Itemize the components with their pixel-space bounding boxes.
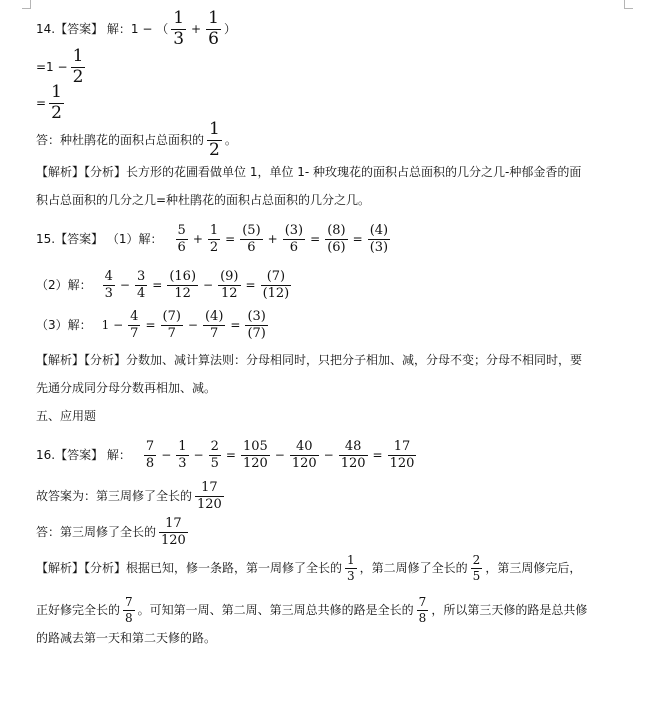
q16-exp-frac-4: $\frac{7}{8}$	[418, 595, 427, 625]
q14-explanation-1: 【解析】【分析】长方形的花圃看做单位 1，单位 1- 种玫瑰花的面积占总面积的几分之几-种郁金香的面	[36, 165, 582, 179]
q16-fraction: $\frac{2}{5}$	[210, 439, 219, 471]
q15-part-2-fraction: $\frac{3}{4}$	[136, 269, 146, 301]
q15-explanation-2: 先通分成同分母分数再相加、减。	[36, 381, 217, 395]
q15-part-1-fraction: $\frac{(4)}{(3)}$	[369, 223, 389, 255]
q14-explanation-2: 积占总面积的几分之几=种杜鹃花的面积占总面积的几分之几。	[36, 193, 371, 207]
q15-part-1-operator: =	[310, 232, 321, 247]
page-corner-mark-right	[624, 0, 633, 9]
q16-fraction: $\frac{48}{120}$	[340, 439, 366, 471]
q15-part-3: （3）解： 1 − $\frac{4}{7}$ = $\frac{(7)}{7}$ − $\frac{(4)}{7}$ = $\frac{(3)}{(7)}$	[36, 310, 271, 340]
q14-close: ）	[223, 22, 236, 37]
q15-part-2-fraction: $\frac{4}{3}$	[104, 269, 113, 301]
q15-part-2-operator: −	[119, 278, 130, 293]
q15-part-3-fraction: $\frac{(4)}{7}$	[204, 309, 224, 341]
q16-explanation-2: 正好修完全长的 $\frac{7}{8}$ 。可知第一周、第二周、第三周总共修的路是全长的 $\frac{7}{8}$ ，所以第三天修的路是总共修	[36, 595, 588, 625]
section-heading: 五、应用题	[36, 409, 97, 423]
q16-operator: −	[274, 448, 285, 463]
q15-part-3-operator: 1 −	[101, 318, 124, 333]
q16-operator: −	[193, 448, 204, 463]
q15-part-2-operator: =	[245, 278, 256, 293]
q15-part-1-operator: +	[192, 232, 203, 247]
q15-part-3-operator: =	[145, 318, 156, 333]
q16-explanation-3: 的路减去第一天和第二天修的路。	[36, 631, 217, 645]
q14-head: 14.【答案】 解：1 − （	[36, 22, 169, 37]
q14-plus: +	[191, 22, 202, 37]
q16-answer-frac: $\frac{17}{120}$	[161, 516, 186, 548]
q15-part-1-fraction: $\frac{5}{6}$	[177, 223, 186, 255]
q15-part-1-expression	[173, 224, 394, 254]
q15-part-1-operator: =	[225, 232, 236, 247]
q16-fraction: $\frac{40}{120}$	[291, 439, 317, 471]
q14-frac-1: $\frac{1}{3}$	[173, 8, 185, 49]
q14-conclusion: 答：种杜鹃花的面积占总面积的 $\frac{1}{2}$ 。	[36, 119, 237, 160]
q16-fraction: $\frac{17}{120}$	[389, 439, 415, 471]
q15-part-2-fraction: $\frac{(16)}{12}$	[169, 269, 197, 301]
q14-step-2: =1 − $\frac{1}{2}$	[36, 46, 84, 87]
q16-operator: =	[225, 448, 236, 463]
q15-part-2-expression	[100, 270, 295, 300]
q14-frac-5: $\frac{1}{2}$	[209, 119, 220, 160]
q16-explanation-1: 【解析】【分析】根据已知，修一条路，第一周修了全长的 $\frac{1}{3}$ ，第二周修了全长的 $\frac{2}{5}$ ，第三周修完后，	[36, 553, 582, 583]
q15-part-3-operator: =	[230, 318, 241, 333]
q14-answer-line	[36, 10, 236, 49]
q14-frac-4: $\frac{1}{2}$	[51, 82, 62, 123]
q15-explanation-1: 【解析】【分析】分数加、减计算法则：分母相同时，只把分子相加、减，分母不变；分母不相同时，要	[36, 353, 583, 367]
q16-result: 故答案为：第三周修了全长的 $\frac{17}{120}$	[36, 480, 222, 512]
q16-operator: −	[161, 448, 172, 463]
q15-part-1-fraction: $\frac{(3)}{6}$	[284, 223, 304, 255]
q16-result-frac: $\frac{17}{120}$	[197, 480, 222, 512]
q15-part-2-fraction: $\frac{(7)}{(12)}$	[262, 269, 290, 301]
q15-part-3-fraction: $\frac{4}{7}$	[130, 309, 139, 341]
q15-part-3-fraction: $\frac{(3)}{(7)}$	[247, 309, 266, 341]
q15-part-1-operator: =	[352, 232, 363, 247]
q15-part-1-fraction: $\frac{(8)}{(6)}$	[327, 223, 346, 255]
page-corner-mark-left	[22, 0, 31, 9]
q16-fraction: $\frac{7}{8}$	[145, 439, 155, 471]
q15-part-1: 15.【答案】 （1）解： $\frac{5}{6}$ + $\frac{1}{2}$ = $\frac{(5)}{6}$ + $\frac{(3)}{6}$ = $\frac{(8)}{(6)}$ = $\frac{(4)}{(3)}$	[36, 224, 393, 254]
q16-operator: −	[323, 448, 334, 463]
q16-operator: =	[372, 448, 383, 463]
q15-part-1-fraction: $\frac{(5)}{6}$	[242, 223, 261, 255]
q14-frac-3: $\frac{1}{2}$	[72, 46, 84, 87]
q14-frac-2: $\frac{1}{6}$	[208, 8, 219, 49]
q16-fraction: $\frac{1}{3}$	[178, 439, 187, 471]
q15-part-2-operator: −	[203, 278, 214, 293]
q15-part-3-expression	[100, 310, 271, 340]
q16-fraction: $\frac{105}{120}$	[242, 439, 268, 471]
q16-expression	[141, 440, 420, 470]
q15-part-2-operator: =	[152, 278, 163, 293]
q16-exp-frac-1: $\frac{1}{3}$	[347, 553, 355, 583]
q15-part-1-operator: +	[267, 232, 278, 247]
q16-conclusion: 答：第三周修了全长的 $\frac{17}{120}$	[36, 516, 186, 548]
q15-part-3-operator: −	[187, 318, 198, 333]
q14-step-3: = $\frac{1}{2}$	[36, 82, 62, 123]
q15-part-1-fraction: $\frac{1}{2}$	[209, 223, 219, 255]
q16-answer-line: 16.【答案】 解： $\frac{7}{8}$ − $\frac{1}{3}$ − $\frac{2}{5}$ = $\frac{105}{120}$ − $\frac{40}{120}$ − $\frac{48}{120}$ = $\frac{17}{120}$	[36, 440, 419, 470]
q16-exp-frac-2: $\frac{2}{5}$	[472, 553, 481, 583]
q15-part-3-fraction: $\frac{(7)}{7}$	[162, 309, 181, 341]
q15-part-2: （2）解： $\frac{4}{3}$ − $\frac{3}{4}$ = $\frac{(16)}{12}$ − $\frac{(9)}{12}$ = $\frac{(7)}{(12)}$	[36, 270, 294, 300]
q16-exp-frac-3: $\frac{7}{8}$	[125, 595, 133, 625]
q15-part-2-fraction: $\frac{(9)}{12}$	[220, 269, 239, 301]
